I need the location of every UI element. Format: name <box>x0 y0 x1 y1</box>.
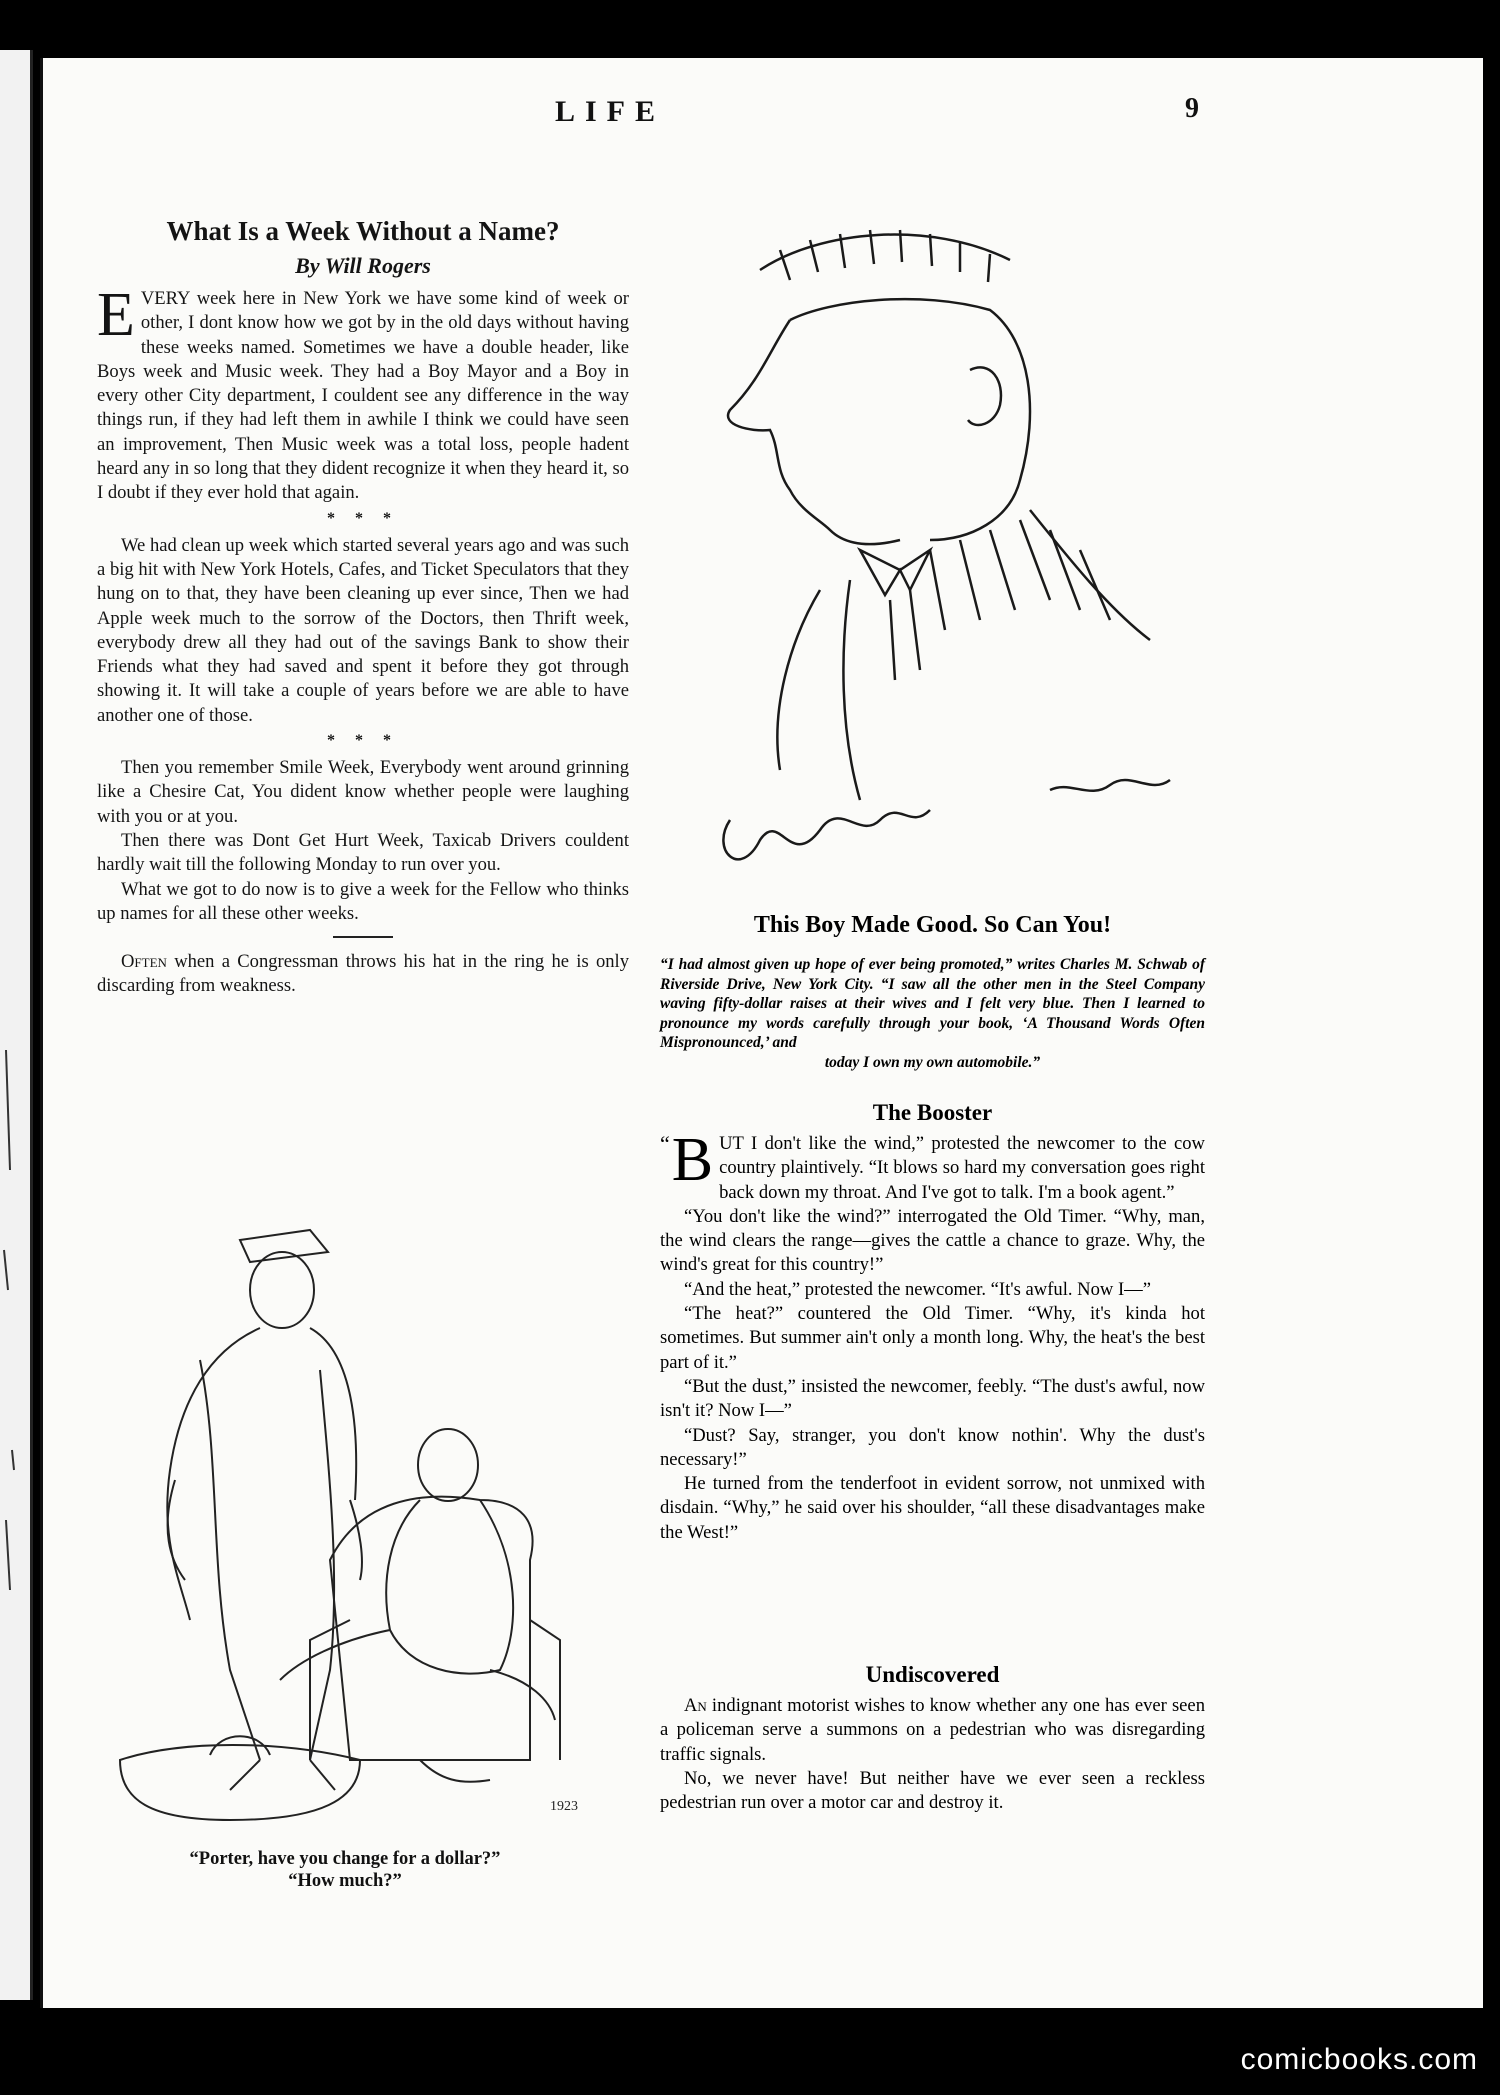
section-separator: * * * <box>327 732 399 750</box>
squib-paragraph: Often when a Congressman throws his hat in the ring he is only discarding from weakness. <box>97 951 629 997</box>
porter-cartoon <box>60 1200 630 1840</box>
ad-title: This Boy Made Good. So Can You! <box>753 912 1112 938</box>
page-number: 9 <box>1185 93 1199 124</box>
article-paragraph: EVERY week here in New York we have some kind of week or other, I dont know how we got by in the old days without having these weeks named. Sometimes we have a double header, like Boys week and Music week. They had a Boy Mayor and a Boy in every other City department, I couldent see any difference in the way things run, if they had left them in awhile I think we could have seen an improvement, Then Music week was a total loss, people hadent heard any in so long that they dident recognize it when they heard it, so I doubt if they ever hold that again. <box>97 281 629 504</box>
article-title: What Is a Week Without a Name? <box>166 216 560 246</box>
divider-rule <box>333 936 393 938</box>
portrait-sketch <box>670 210 1200 910</box>
cartoon-drawing <box>60 1200 630 1840</box>
undiscovered-section <box>660 1662 1205 1815</box>
article-paragraph: What we got to do now is to give a week for the Fellow who thinks up names for all these other weeks. <box>97 878 629 924</box>
booster-title: The Booster <box>872 1100 993 1125</box>
undiscovered-paragraph: An indignant motorist wishes to know whether any one has ever seen a policeman serve a summons on a pedestrian who was disregarding traffic signals. <box>660 1695 1205 1765</box>
article-paragraph: We had clean up week which started several years ago and was such a big hit with New York Hotels, Cafes, and Ticket Speculators that they hung on to that, they have been cleaning up ever since, Then we had Apple week much to the sorrow of the Doctors, then Thrift week, everybody drew all they had out of the savings Bank to show their Friends what they had saved and spent it before they got through showing it. It will take a couple of years before we are able to have another one of those. <box>97 534 629 726</box>
ad-quote: “I had almost given up hope of ever being promoted,” writes Charles M. Schwab of Riverside Drive, New York City. “I saw all the other men in the Steel Company waving fifty-dollar raises at their wives and I felt very blue. Then I learned to pronounce my words carefully through your book, ‘A Thousand Words Often Mispronounced,’ and today I own my own automobile.” <box>660 956 1205 1071</box>
caption-line: “How much?” <box>288 1871 402 1891</box>
cartoon-year: 1923 <box>550 1799 578 1814</box>
article-paragraph: Then there was Dont Get Hurt Week, Taxicab Drivers couldent hardly wait till the following Monday to run over you. <box>97 829 629 876</box>
article-byline: By Will Rogers <box>295 253 431 278</box>
left-column <box>97 210 629 999</box>
masthead: LIFE <box>555 95 666 128</box>
booster-paragraph: “But the dust,” insisted the newcomer, feebly. “The dust's awful, now isn't it? Now I—” <box>660 1375 1205 1422</box>
booster-paragraph: “Dust? Say, stranger, you don't know nothin'. Why the dust's necessary!” <box>660 1424 1205 1470</box>
booster-paragraph: “The heat?” countered the Old Timer. “Why, it's kinda hot sometimes. But summer ain't only a month long. Why, the heat's the best part of it.” <box>660 1303 1205 1373</box>
undiscovered-paragraph: No, we never have! But neither have we ever seen a reckless pedestrian run over a motor car and destroy it. <box>660 1767 1205 1814</box>
booster-paragraph: He turned from the tenderfoot in evident sorrow, not unmixed with disdain. “Why,” he said over his shoulder, “all these disadvantages make the West!” <box>660 1473 1205 1543</box>
undiscovered-title: Undiscovered <box>865 1662 1000 1687</box>
watermark: comicbooks.com <box>1240 2043 1478 2076</box>
booster-section <box>660 1100 1205 1545</box>
booster-paragraph: “ B UT I don't like the wind,” protested the newcomer to the cow country plaintively. “It blows so hard my conversation goes right back down my throat. And I've got to talk. I'm a book agent.” <box>660 1126 1205 1203</box>
drop-cap: B <box>671 1126 714 1194</box>
section-separator: * * * <box>327 509 399 527</box>
drop-cap: E <box>97 281 135 349</box>
portrait-drawing <box>670 210 1200 910</box>
caption-line: “Porter, have you change for a dollar?” <box>189 1849 501 1869</box>
booster-paragraph: “You don't like the wind?” interrogated the Old Timer. “Why, man, the wind clears the range—gives the cattle a chance to graze. Why, the wind's great for this country!” <box>660 1205 1205 1276</box>
article-paragraph: Then you remember Smile Week, Everybody went around grinning like a Chesire Cat, You dident know whether people were laughing with you or at you. <box>97 757 629 827</box>
cartoon-caption <box>60 1848 630 1892</box>
booster-paragraph: “And the heat,” protested the newcomer. “It's awful. Now I—” <box>684 1278 1151 1300</box>
margin-marks <box>0 1050 34 1850</box>
